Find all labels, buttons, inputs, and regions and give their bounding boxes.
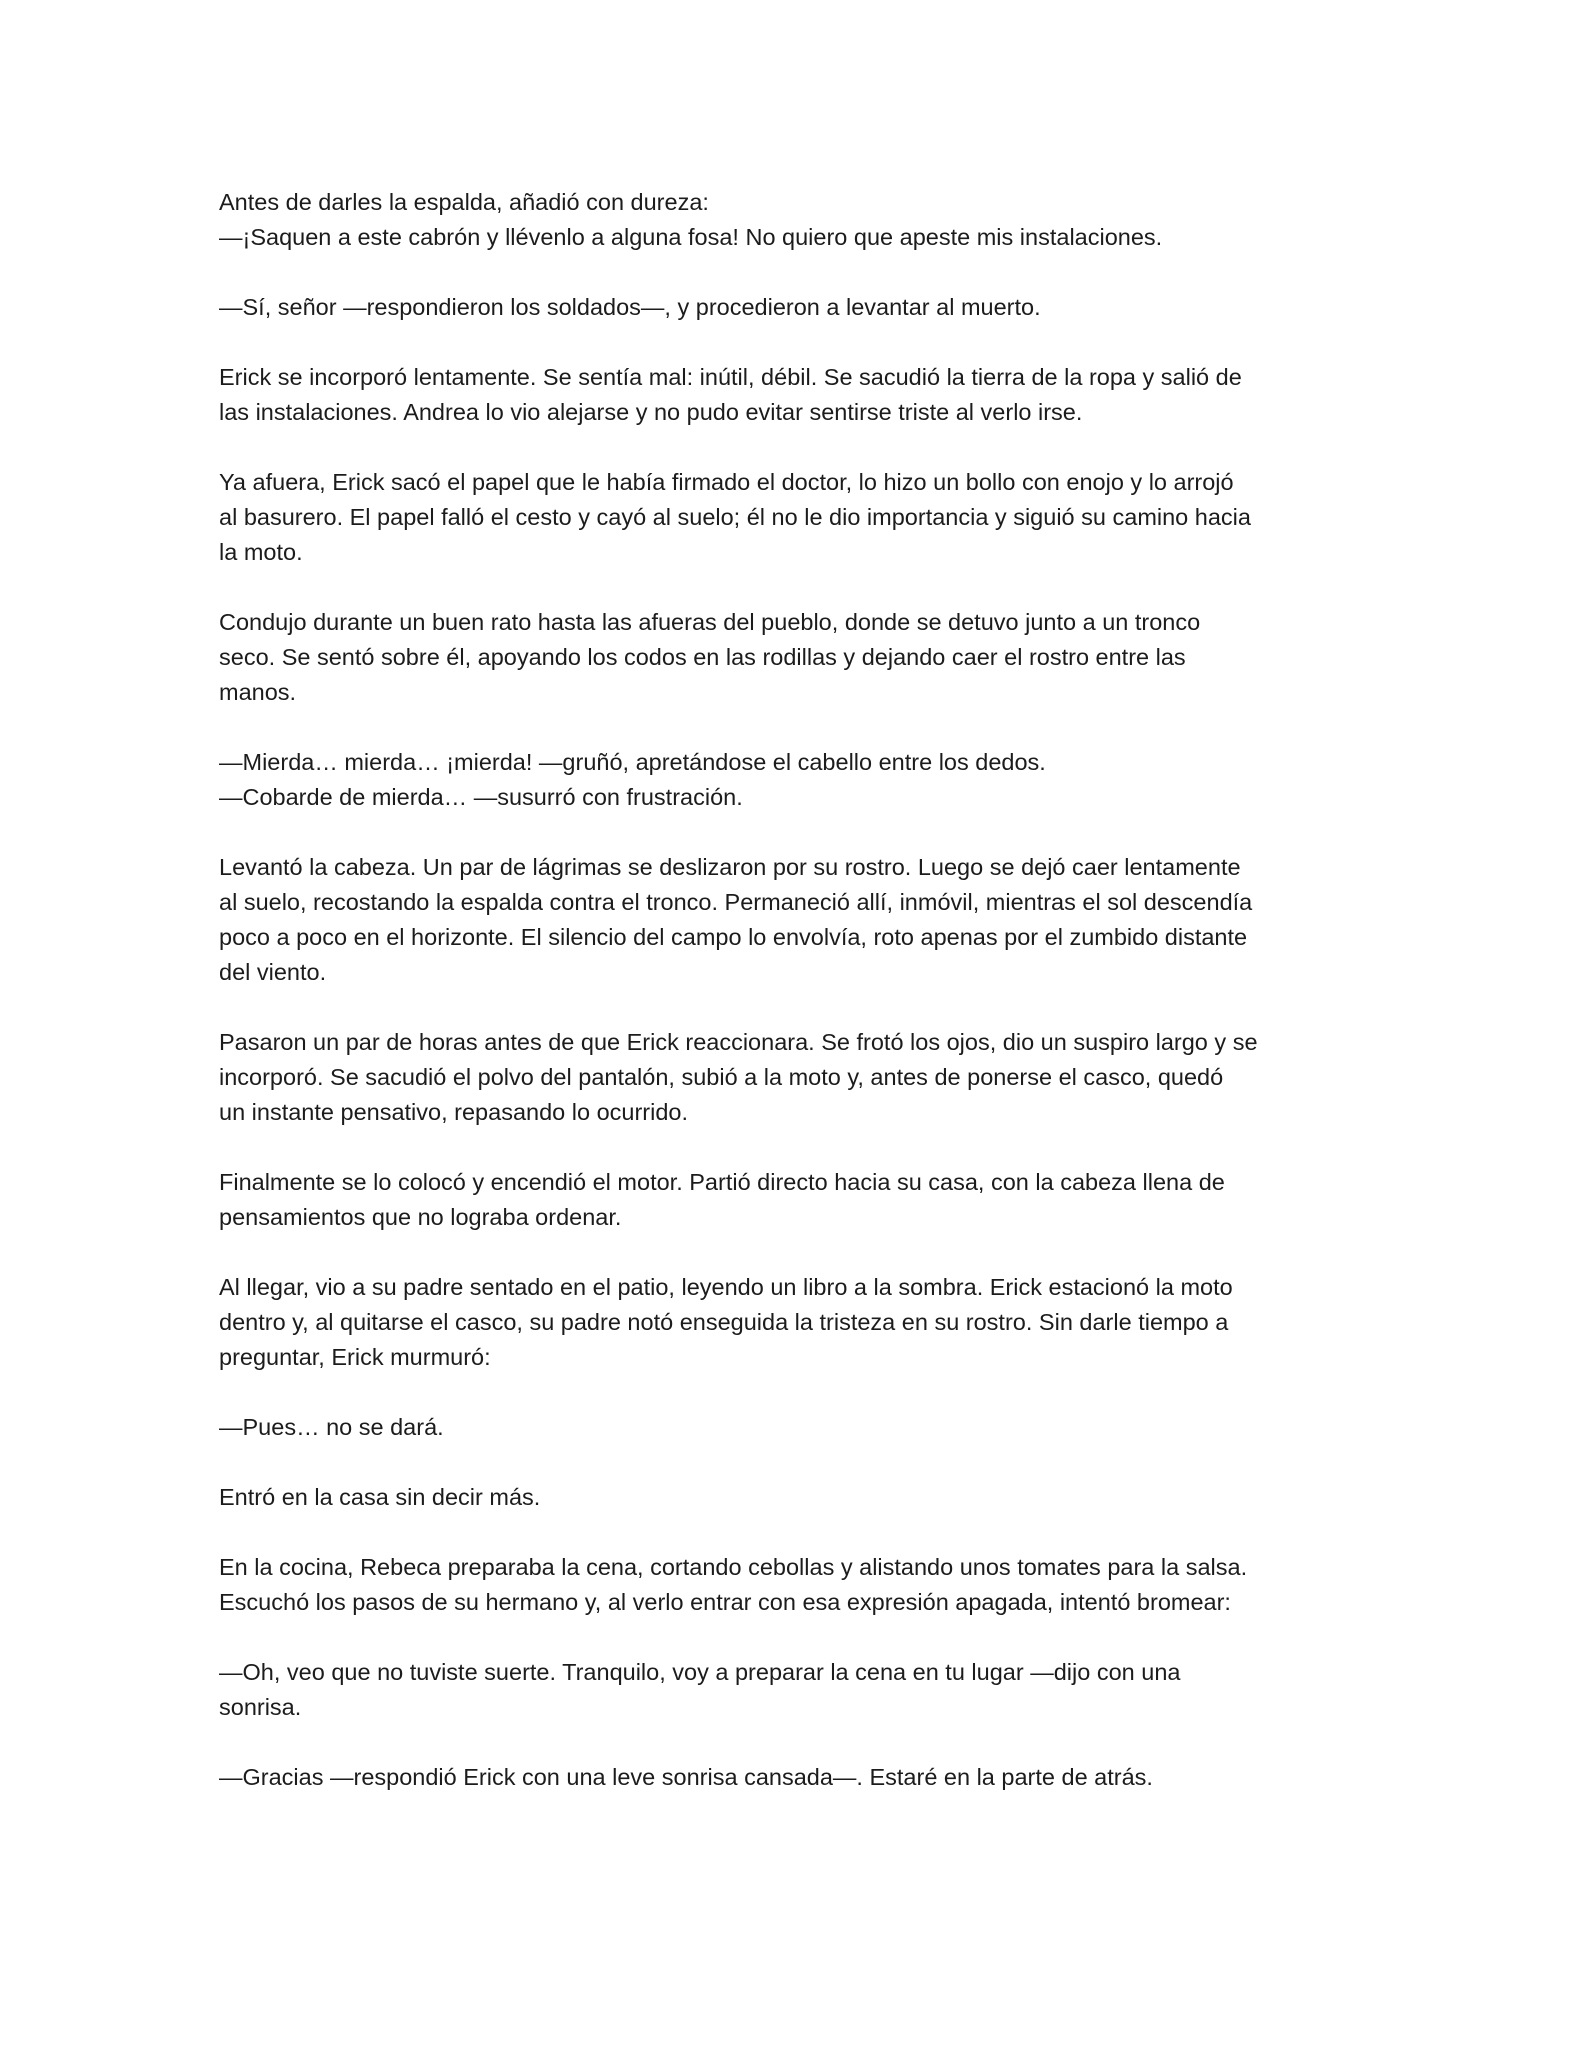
text-line: dentro y, al quitarse el casco, su padre notó enseguida la tristeza en su rostro. Sin darle tiempo a [219,1309,1229,1335]
paragraph [219,605,1369,710]
text-line: —Mierda… mierda… ¡mierda! —gruñó, apretándose el cabello entre los dedos. [219,749,1046,775]
paragraph [219,290,1369,325]
text-line: poco a poco en el horizonte. El silencio del campo lo envolvía, roto apenas por el zumbido distante [219,924,1248,950]
paragraph [219,360,1369,430]
text-line: —Cobarde de mierda… —susurró con frustración. [219,784,743,810]
text-line: Escuchó los pasos de su hermano y, al verlo entrar con esa expresión apagada, intentó bromear: [219,1589,1231,1615]
text-line: preguntar, Erick murmuró: [219,1344,491,1370]
text-line: las instalaciones. Andrea lo vio alejarse y no pudo evitar sentirse triste al verlo irse. [219,399,1083,425]
text-line: sonrisa. [219,1694,302,1720]
paragraph [219,1025,1369,1130]
text-line: seco. Se sentó sobre él, apoyando los codos en las rodillas y dejando caer el rostro entre las [219,644,1186,670]
paragraph [219,1655,1369,1725]
text-line: un instante pensativo, repasando lo ocurrido. [219,1099,689,1125]
text-line: —Sí, señor —respondieron los soldados—, y procedieron a levantar al muerto. [219,294,1041,320]
paragraph [219,850,1369,990]
paragraph [219,1410,1369,1445]
paragraph [219,1760,1369,1795]
text-line: pensamientos que no lograba ordenar. [219,1204,622,1230]
text-line: Levantó la cabeza. Un par de lágrimas se deslizaron por su rostro. Luego se dejó caer lentamente [219,854,1241,880]
text-line: Ya afuera, Erick sacó el papel que le había firmado el doctor, lo hizo un bollo con enojo y lo arrojó [219,469,1234,495]
text-line: Finalmente se lo colocó y encendió el motor. Partió directo hacia su casa, con la cabeza llena de [219,1169,1225,1195]
paragraph [219,745,1369,815]
text-line: la moto. [219,539,303,565]
text-line: Erick se incorporó lentamente. Se sentía mal: inútil, débil. Se sacudió la tierra de la ropa y salió de [219,364,1242,390]
paragraph [219,465,1369,570]
text-line: incorporó. Se sacudió el polvo del pantalón, subió a la moto y, antes de ponerse el casco, quedó [219,1064,1224,1090]
text-line: al basurero. El papel falló el cesto y cayó al suelo; él no le dio importancia y siguió su camino hacia [219,504,1251,530]
text-line: al suelo, recostando la espalda contra el tronco. Permaneció allí, inmóvil, mientras el sol descendía [219,889,1253,915]
paragraph [219,1165,1369,1235]
text-line: Condujo durante un buen rato hasta las afueras del pueblo, donde se detuvo junto a un tronco [219,609,1201,635]
paragraph [219,185,1369,255]
text-line: —¡Saquen a este cabrón y llévenlo a alguna fosa! No quiero que apeste mis instalaciones. [219,224,1163,250]
text-line: En la cocina, Rebeca preparaba la cena, cortando cebollas y alistando unos tomates para la salsa. [219,1554,1248,1580]
paragraph [219,1550,1369,1620]
text-line: —Gracias —respondió Erick con una leve sonrisa cansada—. Estaré en la parte de atrás. [219,1764,1153,1790]
text-line: Antes de darles la espalda, añadió con dureza: [219,189,709,215]
text-line: del viento. [219,959,327,985]
text-line: Al llegar, vio a su padre sentado en el patio, leyendo un libro a la sombra. Erick estacionó la moto [219,1274,1233,1300]
text-line: Entró en la casa sin decir más. [219,1484,541,1510]
text-line: manos. [219,679,297,705]
text-line: —Pues… no se dará. [219,1414,444,1440]
paragraph [219,1270,1369,1375]
text-line: —Oh, veo que no tuviste suerte. Tranquilo, voy a preparar la cena en tu lugar —dijo con una [219,1659,1181,1685]
text-line: Pasaron un par de horas antes de que Erick reaccionara. Se frotó los ojos, dio un suspiro largo y se [219,1029,1258,1055]
document-body [219,185,1369,1830]
paragraph [219,1480,1369,1515]
